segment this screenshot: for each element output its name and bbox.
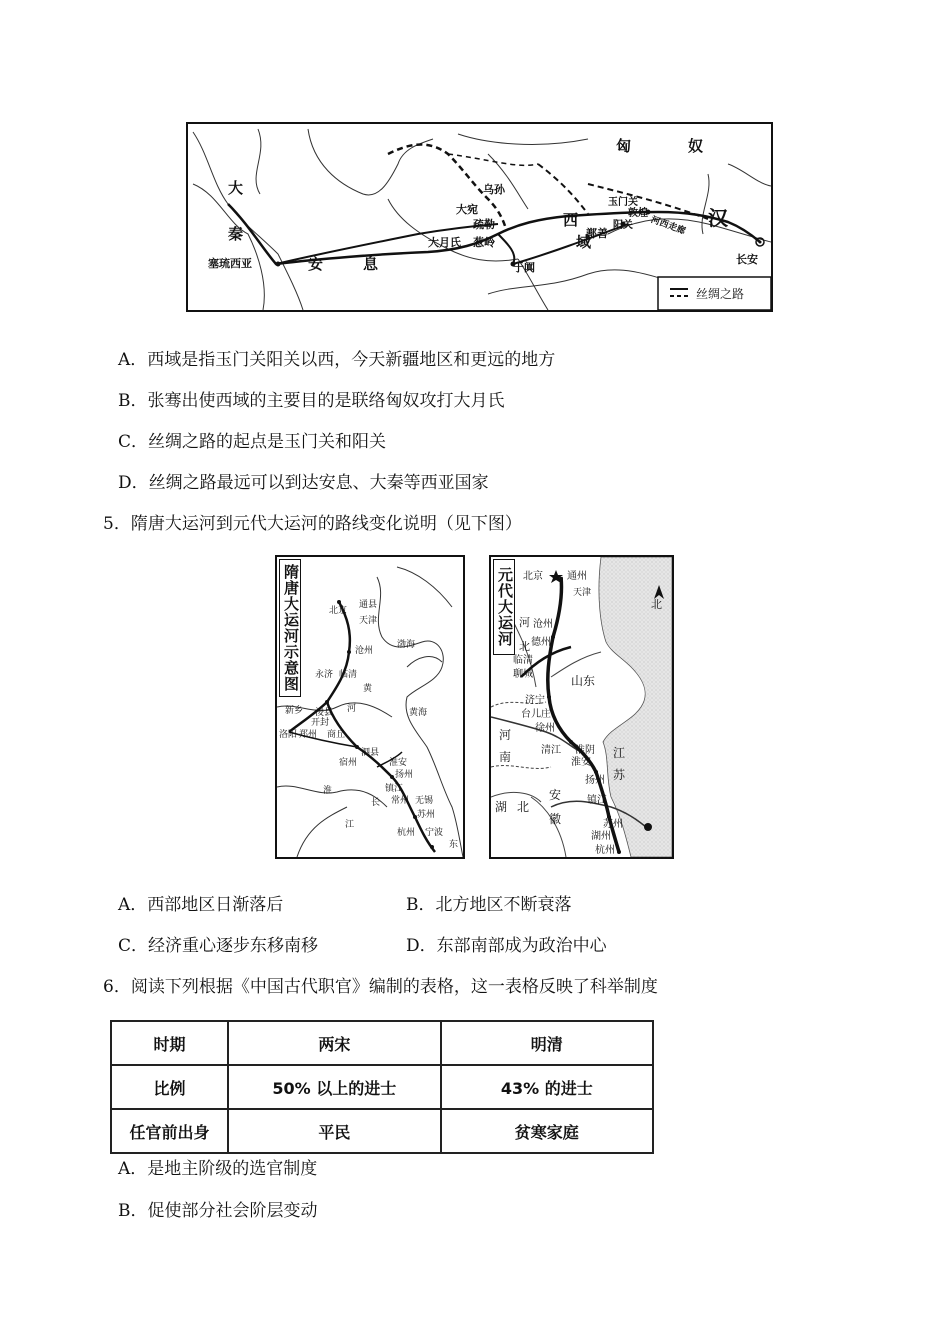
yuan-label-beijing: 北京 bbox=[523, 571, 543, 582]
table-cell: 贫寒家庭 bbox=[441, 1109, 653, 1153]
label-shanshan: 鄯善 bbox=[586, 227, 608, 240]
yuan-label-henan-1: 河 bbox=[499, 728, 512, 742]
table-cell: 两宋 bbox=[228, 1021, 440, 1065]
yuan-label-shandong: 山东 bbox=[571, 674, 596, 688]
sui-label-suzhou: 苏州 bbox=[417, 810, 436, 820]
yuan-label-jiang: 江 bbox=[613, 746, 626, 760]
label-an: 安 bbox=[308, 255, 324, 273]
label-yu-region: 域 bbox=[576, 233, 592, 251]
sui-label-he: 河 bbox=[347, 704, 357, 714]
sui-label-chang: 长 bbox=[371, 798, 381, 808]
table-row bbox=[111, 1021, 653, 1065]
sui-label-ninghai: 宁波 bbox=[425, 828, 444, 838]
label-yutian: 于阗 bbox=[513, 261, 535, 274]
q4-option-c: C．丝绸之路的起点是玉门关和阳关 bbox=[118, 432, 387, 452]
sui-label-zhengzhou: 郑州 bbox=[299, 730, 318, 740]
sui-label-yangzhou: 扬州 bbox=[395, 770, 414, 780]
yuan-label-huzhou: 湖州 bbox=[591, 831, 611, 842]
yuan-label-bei: 北 bbox=[519, 640, 530, 653]
sui-label-junxian: 浚县 bbox=[315, 708, 334, 718]
sui-tang-map-title: 隋唐大运河示意图 bbox=[279, 559, 301, 697]
yuan-label-tongzhou: 通州 bbox=[567, 571, 587, 582]
label-shule: 疏勒 bbox=[473, 218, 495, 231]
label-dayuezhi: 大月氏 bbox=[428, 236, 461, 249]
sui-label-changzhou: 常州 bbox=[391, 796, 410, 806]
label-han: 汉 bbox=[708, 206, 728, 230]
silk-road-map-lines bbox=[188, 124, 771, 310]
table-row bbox=[111, 1065, 653, 1109]
table-cell: 明清 bbox=[441, 1021, 653, 1065]
sui-label-kaifeng: 开封 bbox=[311, 718, 330, 728]
yuan-label-huaiyin: 淮阴 bbox=[575, 745, 595, 756]
sui-label-linqing: 临清 bbox=[339, 670, 358, 680]
label-yumenguan: 玉门关 bbox=[608, 197, 638, 208]
table-row bbox=[111, 1109, 653, 1153]
sui-label-bohai: 渤海 bbox=[397, 640, 416, 650]
q4-option-a: A．西域是指玉门关阳关以西，今天新疆地区和更远的地方 bbox=[118, 350, 556, 370]
table-cell: 43% 的进士 bbox=[441, 1065, 653, 1109]
table-cell: 时期 bbox=[111, 1021, 228, 1065]
sui-label-xinxiang: 新乡 bbox=[285, 706, 304, 716]
legend-silk-road: 丝绸之路 bbox=[696, 287, 745, 301]
label-xi: 息 bbox=[363, 255, 379, 273]
q6-table bbox=[110, 1020, 654, 1154]
sui-label-dong: 东 bbox=[449, 840, 459, 850]
label-wusun: 乌孙 bbox=[483, 183, 505, 196]
yuan-label-jining: 济宁 bbox=[525, 695, 545, 706]
q5-option-d: D．东部南部成为政治中心 bbox=[406, 936, 607, 956]
yuan-label-huaian: 淮安 bbox=[571, 757, 591, 768]
yuan-label-taierzhuang: 台儿庄 bbox=[521, 709, 551, 720]
yuan-label-henan-2: 南 bbox=[499, 750, 512, 764]
sui-tang-canal-map bbox=[275, 555, 465, 859]
table-cell: 任官前出身 bbox=[111, 1109, 228, 1153]
label-qin: 秦 bbox=[228, 225, 244, 243]
sui-label-tong: 通县 bbox=[359, 600, 378, 610]
table-cell: 平民 bbox=[228, 1109, 440, 1153]
table-cell: 50% 以上的进士 bbox=[228, 1065, 440, 1109]
sui-label-tianjin: 天津 bbox=[359, 616, 378, 626]
yuan-label-suzhou: 苏州 bbox=[603, 819, 623, 830]
yuan-label-anhui-2: 徽 bbox=[549, 812, 562, 826]
sui-label-huaian: 淮安 bbox=[389, 758, 408, 768]
label-dunhuang: 敦煌 bbox=[628, 208, 648, 219]
yuan-label-xuzhou: 徐州 bbox=[535, 723, 555, 734]
yuan-label-hangzhou: 杭州 bbox=[595, 845, 615, 856]
sui-label-jiang: 江 bbox=[345, 820, 355, 830]
yuan-label-he: 河 bbox=[519, 616, 530, 629]
yuan-label-qingjiang: 清江 bbox=[541, 745, 561, 756]
yuan-label-hubei-1: 湖 bbox=[495, 800, 508, 814]
label-saileixi: 塞琉西亚 bbox=[208, 257, 252, 270]
sui-label-beijing: 北京 bbox=[329, 606, 348, 616]
silk-road-map bbox=[186, 122, 773, 312]
yuan-label-cangzhou: 沧州 bbox=[533, 619, 553, 630]
table-cell: 比例 bbox=[111, 1065, 228, 1109]
yuan-label-su: 苏 bbox=[613, 768, 626, 782]
yuan-canal-map bbox=[489, 555, 674, 859]
label-xi-region: 西 bbox=[563, 211, 579, 229]
sui-label-huang: 黄 bbox=[363, 684, 373, 694]
sui-label-suzhou-an: 宿州 bbox=[339, 758, 358, 768]
label-changan: 长安 bbox=[736, 253, 758, 266]
sui-label-yonghe: 永济 bbox=[315, 670, 334, 680]
sui-label-shangqiu: 商丘 bbox=[327, 730, 346, 740]
yuan-label-tianjin: 天津 bbox=[573, 588, 592, 598]
q6-option-a: A．是地主阶级的选官制度 bbox=[118, 1159, 318, 1179]
sui-label-huai: 淮 bbox=[323, 786, 333, 796]
sui-label-cangzhou: 沧州 bbox=[355, 646, 374, 656]
label-xiongnu-1: 匈 bbox=[616, 137, 632, 155]
q5-option-b: B．北方地区不断衰落 bbox=[406, 895, 572, 915]
q5-option-a: A．西部地区日渐落后 bbox=[118, 895, 284, 915]
q6-stem: 6．阅读下列根据《中国古代职官》编制的表格，这一表格反映了科举制度 bbox=[103, 977, 658, 997]
sui-label-hangzhou: 杭州 bbox=[397, 828, 416, 838]
label-yangguan: 阳关 bbox=[613, 220, 633, 231]
sui-label-huanghai: 黄海 bbox=[409, 708, 428, 718]
sui-label-sixian: 泗县 bbox=[361, 748, 380, 758]
q4-option-d: D．丝绸之路最远可以到达安息、大秦等西亚国家 bbox=[118, 473, 489, 493]
sui-label-luoyang: 洛阳 bbox=[279, 730, 298, 740]
yuan-label-dezhou: 德州 bbox=[531, 637, 551, 648]
north-arrow-label: 北 bbox=[651, 598, 662, 611]
yuan-label-linqing: 临清 bbox=[513, 655, 533, 666]
yuan-label-hubei-2: 北 bbox=[517, 800, 530, 814]
q6-option-b: B．促使部分社会阶层变动 bbox=[118, 1201, 318, 1221]
label-da: 大 bbox=[228, 179, 244, 197]
yuan-map-title: 元代大运河 bbox=[493, 559, 515, 655]
label-xiongnu-2: 奴 bbox=[688, 137, 704, 155]
label-hexi: 河西走廊 bbox=[649, 215, 687, 237]
q5-stem: 5．隋唐大运河到元代大运河的路线变化说明（见下图） bbox=[103, 514, 522, 534]
q5-option-c: C．经济重心逐步东移南移 bbox=[118, 936, 319, 956]
label-congling: 葱岭 bbox=[473, 236, 495, 249]
yuan-label-anhui-1: 安 bbox=[549, 788, 562, 802]
yuan-label-yangzhou: 扬州 bbox=[585, 775, 605, 786]
yuan-label-liaocheng: 聊城 bbox=[513, 669, 533, 680]
sui-label-zhenjiang: 镇江 bbox=[385, 784, 404, 794]
sui-label-wuxi: 无锡 bbox=[415, 796, 434, 806]
yuan-label-zhenjiang: 镇江 bbox=[587, 795, 607, 806]
label-dayuan: 大宛 bbox=[456, 203, 478, 216]
q4-option-b: B．张骞出使西域的主要目的是联络匈奴攻打大月氏 bbox=[118, 391, 505, 411]
